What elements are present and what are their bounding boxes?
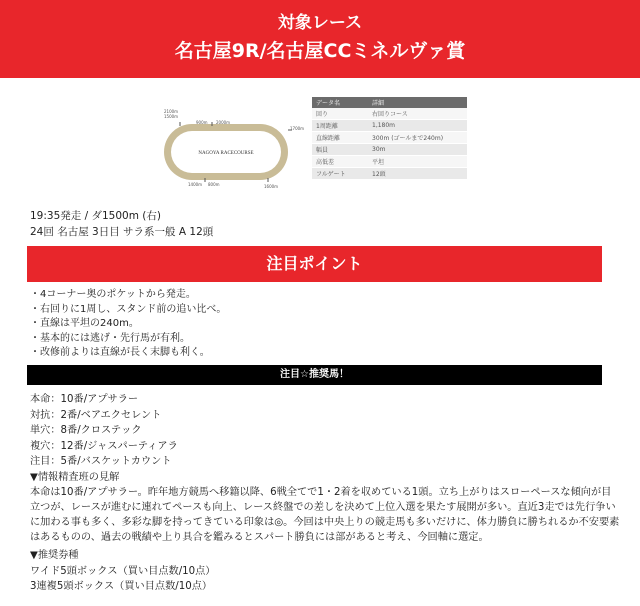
analysis-line: 本命は10番/アプサラー。昨年地方競馬へ移籍以降、6戦全てで1・2着を収めている1頭。立ち上がりはスローペースな傾向が目 (30, 487, 612, 498)
label-1700: 1700m (290, 126, 305, 131)
label-800: 800m (208, 182, 220, 187)
label-1500: 1500m (164, 114, 179, 119)
recommend-picks (30, 392, 178, 470)
pick-item: 本命：10番/アプサラー (30, 394, 139, 405)
table-header-row (312, 97, 467, 108)
table-cell-key: フルゲート (312, 168, 368, 180)
pick-item: 単穴：8番/クロステック (30, 425, 142, 437)
pick-item: 対抗：2番/ベアエクセレント (30, 409, 162, 421)
table-cell-value: 平坦 (368, 156, 467, 168)
attention-banner: 注目ポイント (27, 246, 602, 282)
recommend-banner: 注目☆推奨馬！ (27, 365, 602, 385)
table-cell-key: 幅員 (312, 144, 368, 156)
table-header-name: データ名 (312, 97, 368, 108)
label-900: 900m (196, 120, 208, 125)
race-start-info: 19:35発走 / ダ1500m (右) (30, 210, 161, 222)
course-map (150, 100, 310, 190)
label-1400: 1400m (188, 182, 203, 187)
list-item: ・改修前よりは直線が長く末脚も利く。 (30, 347, 210, 358)
pick-item: 注目：5番/バスケットカウント (30, 456, 172, 468)
attention-points (30, 288, 226, 361)
list-item: ・直線は平坦の240m。 (30, 318, 139, 329)
table-cell-value: 1,180m (368, 120, 467, 132)
list-item: ・右回りに1周し、スタンド前の追い比べ。 (30, 303, 227, 315)
table-cell-key: 回り (312, 108, 368, 120)
table-row (312, 132, 467, 144)
race-class-info: 24回 名古屋 3日目 サラ系一般 A 12頭 (30, 226, 214, 238)
table-cell-key: 直線距離 (312, 132, 368, 144)
table-cell-key: 1周距離 (312, 120, 368, 132)
table-cell-value: 右回りコース (368, 108, 467, 120)
venue-name: NAGOYA RACECOURSE (198, 151, 254, 156)
bets-section (30, 548, 215, 595)
table-row (312, 144, 467, 156)
table-row (312, 108, 467, 120)
table-cell-value: 12頭 (368, 168, 467, 180)
analysis-line: はあるものの、過去の戦績や上り具合を鑑みるとスパート勝負には部があると考え、今回軸に選定。 (30, 532, 489, 543)
table-cell-value: 30m (368, 144, 467, 156)
list-item: ・基本的には逃げ・先行馬が有利。 (30, 332, 190, 344)
analysis-section (30, 470, 620, 545)
analysis-heading: ▼情報精査班の見解 (30, 472, 120, 483)
race-meta (30, 208, 213, 240)
bet-item: 3連複5頭ボックス（買い目点数/10点） (30, 581, 213, 592)
table-cell-value: 300m (ゴールまで240m) (368, 132, 467, 144)
label-2000: 2000m (216, 120, 231, 125)
header-title: 対象レース (277, 13, 363, 33)
list-item: ・4コーナー奥のポケットから発走。 (30, 289, 196, 300)
bet-item: ワイド5頭ボックス（買い目点数/10点） (30, 565, 216, 577)
table-cell-key: 高低差 (312, 156, 368, 168)
course-info-table (312, 97, 467, 180)
race-header-banner (0, 0, 640, 78)
table-row (312, 156, 467, 168)
bets-heading: ▼推奨券種 (30, 550, 79, 561)
race-name: 名古屋9R/名古屋CCミネルヴァ賞 (174, 40, 466, 62)
table-row (312, 168, 467, 180)
table-row (312, 120, 467, 132)
table-header-detail: 詳細 (368, 97, 467, 108)
analysis-line: に加わる事も多く、多彩な脚を持ってきている印象は◎。今回は中央上りの競走馬も多いだけに、体力勝負に勝ちれるか不安要素 (30, 517, 620, 528)
label-2100: 2100m (164, 109, 179, 114)
analysis-line: 立つが、レースが進むに連れてペースも向上、レース終盤での差しを決めて上位入選を果たす展開が多い。直近3走では先行争い (30, 502, 616, 513)
label-1600: 1600m (264, 184, 279, 189)
pick-item: 複穴：12番/ジャスパーティアラ (30, 440, 178, 452)
